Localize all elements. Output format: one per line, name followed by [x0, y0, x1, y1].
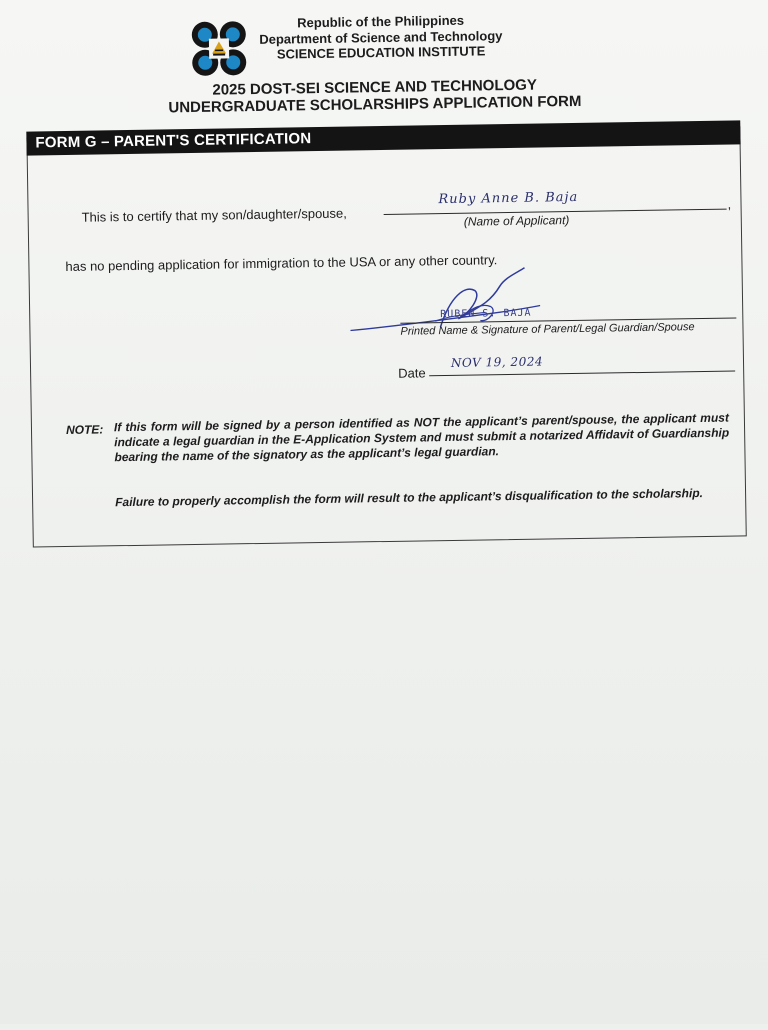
header-department: Department of Science and Technology: [259, 28, 503, 47]
note-label: NOTE:: [65, 422, 104, 438]
signature-caption: Printed Name & Signature of Parent/Legal Guardian/Spouse: [400, 321, 695, 338]
failure-warning: Failure to properly accomplish the form will result to the applicant’s disqualification to the scholarship.: [115, 486, 704, 510]
header-institute: SCIENCE EDUCATION INSTITUTE: [276, 43, 486, 62]
form-title-line2: UNDERGRADUATE SCHOLARSHIPS APPLICATION FORM: [168, 92, 582, 117]
pending-statement: has no pending application for immigration to the USA or any other country.: [65, 252, 498, 274]
applicant-name-handwritten: Ruby Anne B. Baja: [438, 189, 579, 208]
certify-statement: This is to certify that my son/daughter/spouse,: [81, 205, 347, 225]
date-label: Date: [398, 365, 426, 381]
comma-mark: ,: [727, 196, 732, 212]
signer-printed-name: RUBEN S. BAJA: [440, 307, 532, 321]
date-handwritten: NOV 19, 2024: [450, 354, 544, 370]
dost-logo-icon: [191, 20, 248, 77]
note-text: If this form will be signed by a person identified as NOT the applicant’s parent/spouse, the applicant must indicate a legal guardian in the E-Application System and must submit a notarized Affidavit of Guardianship bearing the name of the signatory as the applicant’s legal guardian.: [113, 410, 730, 465]
form-section-title: FORM G – PARENT'S CERTIFICATION: [35, 130, 312, 152]
form-title-line1: 2025 DOST-SEI SCIENCE AND TECHNOLOGY: [212, 76, 538, 99]
header-republic: Republic of the Philippines: [297, 12, 465, 31]
applicant-name-caption: (Name of Applicant): [463, 213, 570, 229]
